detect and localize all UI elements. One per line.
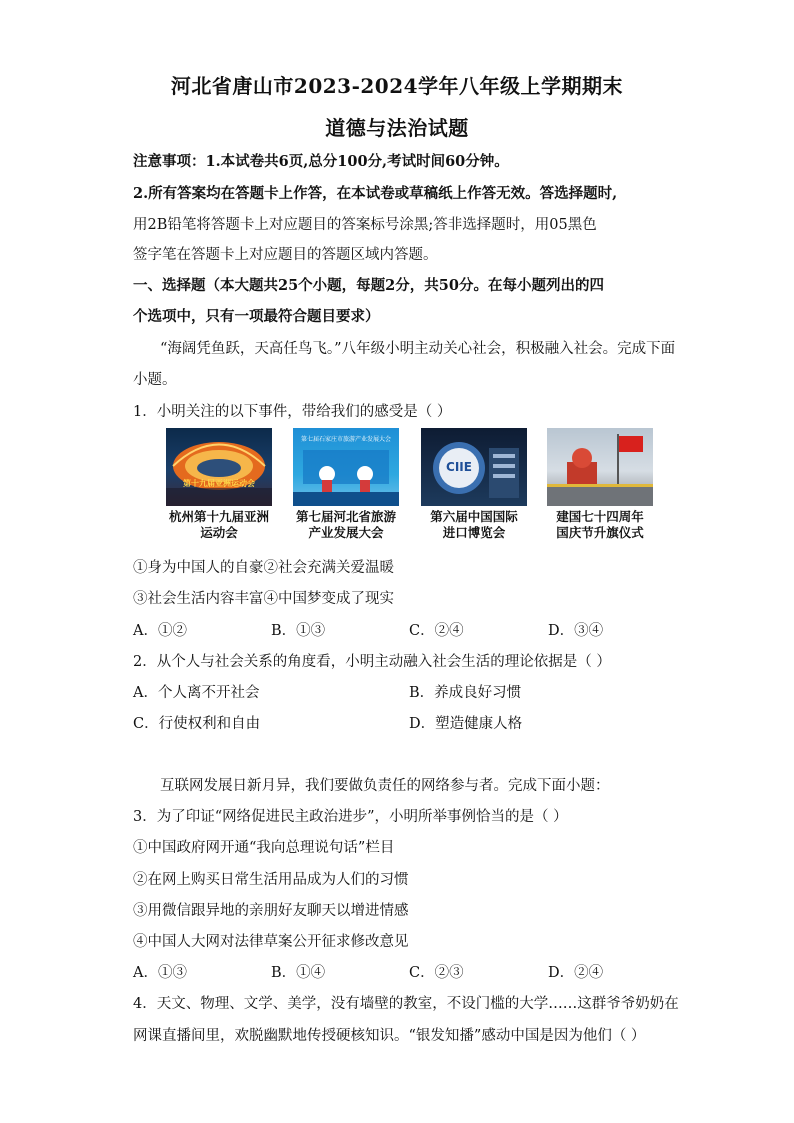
q4-stem-line-2: 网课直播间里，欢脱幽默地传授硬核知识。“银发知播”感动中国是因为他们（ ） — [133, 1028, 646, 1044]
intro-1-line-2: 小题。 — [133, 372, 177, 388]
q3-option-d: D．②④ — [548, 965, 604, 981]
tourism-conference-stage-image — [293, 428, 399, 506]
ciie-logo-text: CIIE — [446, 460, 472, 474]
q2-option-c: C．行使权利和自由 — [133, 716, 261, 732]
exam-title: 河北省唐山市2023-2024学年八年级上学期期末 — [170, 74, 624, 98]
figure-asian-games — [166, 428, 272, 541]
q3-option-b: B．①④ — [271, 965, 326, 981]
q3-option-a: A．①③ — [133, 965, 187, 981]
notice-line-3: 用2B铅笔将答题卡上对应题目的答案标号涂黑;答非选择题时，用05黑色 — [133, 217, 597, 233]
tourism-overlay-text: 第七届石家庄市旅游产业发展大会 — [300, 436, 391, 443]
q3-item-4: ④中国人大网对法律草案公开征求修改意见 — [133, 934, 409, 950]
figure-tourism-conference — [293, 428, 399, 541]
q1-item-line-1: ①身为中国人的自豪②社会充满关爱温暖 — [133, 560, 394, 576]
asian-games-stadium-image — [166, 428, 272, 506]
import-expo-logo-image — [421, 428, 527, 506]
q2-option-d: D．塑造健康人格 — [409, 716, 523, 732]
q1-option-d: D．③④ — [548, 623, 604, 639]
notice-line-1: 注意事项：1.本试卷共6页,总分100分,考试时间60分钟。 — [133, 153, 509, 170]
q3-item-3: ③用微信跟异地的亲朋好友聊天以增进情感 — [133, 903, 409, 919]
section-heading-1: 一、选择题（本大题共25个小题，每题2分，共50分。在每小题列出的四 — [133, 277, 604, 294]
q4-stem-line-1: 4．天文、物理、文学、美学，没有墙壁的教室，不设门槛的大学……这群爷爷奶奶在 — [133, 996, 679, 1012]
intro-2-line-1: 互联网发展日新月异，我们要做负责任的网络参与者。完成下面小题： — [160, 778, 610, 794]
figure-caption: 建国七十四周年 国庆节升旗仪式 — [556, 509, 644, 540]
q2-option-b: B．养成良好习惯 — [409, 685, 522, 701]
asian-games-overlay-text: 第十九届亚洲运动会 — [183, 479, 255, 488]
flag-raising-square-image — [547, 428, 653, 506]
section-heading-2: 个选项中，只有一项最符合题目要求） — [133, 308, 380, 325]
q2-stem: 2．从个人与社会关系的角度看，小明主动融入社会生活的理论依据是（ ） — [133, 654, 611, 670]
q3-option-c: C．②③ — [409, 965, 464, 981]
q3-stem: 3．为了印证“网络促进民主政治进步”，小明所举事例恰当的是（ ） — [133, 809, 568, 825]
notice-line-4: 签字笔在答题卡上对应题目的答题区域内答题。 — [133, 247, 438, 263]
intro-1-line-1: “海阔凭鱼跃，天高任鸟飞。”八年级小明主动关心社会，积极融入社会。完成下面 — [160, 341, 676, 357]
q3-item-2: ②在网上购买日常生活用品成为人们的习惯 — [133, 872, 409, 888]
q2-option-a: A．个人离不开社会 — [133, 685, 260, 701]
q1-item-line-2: ③社会生活内容丰富④中国梦变成了现实 — [133, 591, 394, 607]
q1-stem: 1．小明关注的以下事件，带给我们的感受是（ ） — [133, 404, 452, 420]
figure-caption: 第七届河北省旅游 产业发展大会 — [295, 509, 396, 540]
figure-caption: 第六届中国国际 进口博览会 — [430, 509, 518, 540]
q1-option-b: B．①③ — [271, 623, 326, 639]
figure-import-expo — [421, 428, 527, 541]
notice-line-2: 2.所有答案均在答题卡上作答，在本试卷或草稿纸上作答无效。答选择题时, — [133, 185, 618, 202]
figure-caption: 杭州第十九届亚洲 运动会 — [168, 509, 269, 540]
q3-item-1: ①中国政府网开通“我向总理说句话”栏目 — [133, 840, 395, 856]
figure-flag-raising — [547, 428, 653, 541]
q1-option-c: C．②④ — [409, 623, 464, 639]
exam-subtitle: 道德与法治试题 — [325, 116, 469, 140]
q1-option-a: A．①② — [133, 623, 187, 639]
